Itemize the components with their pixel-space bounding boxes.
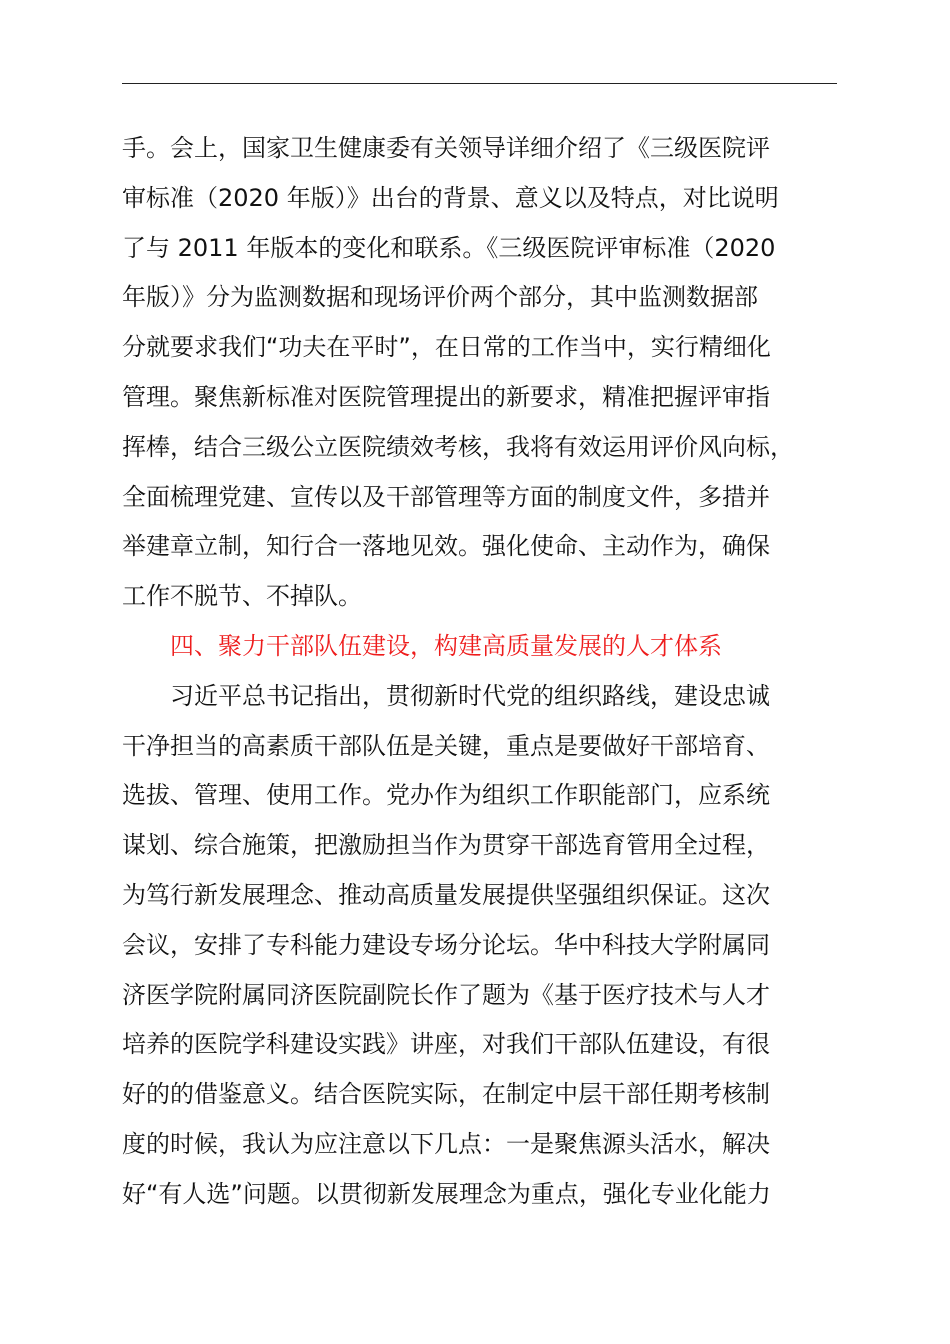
text-line: 干净担当的高素质干部队伍是关键，重点是要做好干部培育、 (122, 731, 770, 760)
text-line: 度的时候，我认为应注意以下几点：一是聚焦源头活水，解决 (122, 1129, 770, 1158)
text-line: 工作不脱节、不掉队。 (122, 582, 362, 611)
text-line: 管理。聚焦新标准对医院管理提出的新要求，精准把握评审指 (122, 382, 770, 411)
text-line: 举建章立制，知行合一落地见效。强化使命、主动作为，确保 (122, 532, 770, 561)
text-line: 会议，安排了专科能力建设专场分论坛。华中科技大学附属同 (122, 930, 770, 959)
text-line: 谋划、综合施策，把激励担当作为贯穿干部选育管用全过程， (122, 831, 770, 860)
text-line: 分就要求我们“功夫在平时”，在日常的工作当中，实行精细化 (122, 333, 771, 362)
page-body (122, 124, 837, 1220)
text-line: 审标准（2020 年版）》出台的背景、意义以及特点，对比说明 (122, 183, 779, 212)
text-line: 好的的借鉴意义。结合医院实际，在制定中层干部任期考核制 (122, 1080, 770, 1109)
text-line: 手。会上，国家卫生健康委有关领导详细介绍了《三级医院评 (122, 134, 770, 162)
text-line: 全面梳理党建、宣传以及干部管理等方面的制度文件，多措并 (122, 482, 770, 511)
text-line: 选拔、管理、使用工作。党办作为组织工作职能部门，应系统 (122, 781, 770, 810)
header-rule (122, 83, 837, 84)
section-heading: 四、聚力干部队伍建设，构建高质量发展的人才体系 (170, 631, 722, 660)
text-line: 习近平总书记指出，贯彻新时代党的组织路线，建设忠诚 (170, 681, 770, 710)
text-line: 挥棒，结合三级公立医院绩效考核，我将有效运用评价风向标， (122, 432, 794, 461)
text-line: 了与 2011 年版本的变化和联系。《三级医院评审标准（2020 (122, 233, 776, 262)
text-line: 年版）》分为监测数据和现场评价两个部分，其中监测数据部 (122, 283, 758, 312)
paragraph-1 (122, 124, 837, 622)
text-line: 好“有人选”问题。以贯彻新发展理念为重点，强化专业化能力 (122, 1179, 771, 1208)
text-line: 为笃行新发展理念、推动高质量发展提供坚强组织保证。这次 (122, 880, 770, 909)
text-line: 济医学院附属同济医院副院长作了题为《基于医疗技术与人才 (122, 980, 770, 1009)
paragraph-2 (122, 672, 837, 1220)
text-line: 培养的医院学科建设实践》讲座，对我们干部队伍建设，有很 (122, 1030, 770, 1059)
